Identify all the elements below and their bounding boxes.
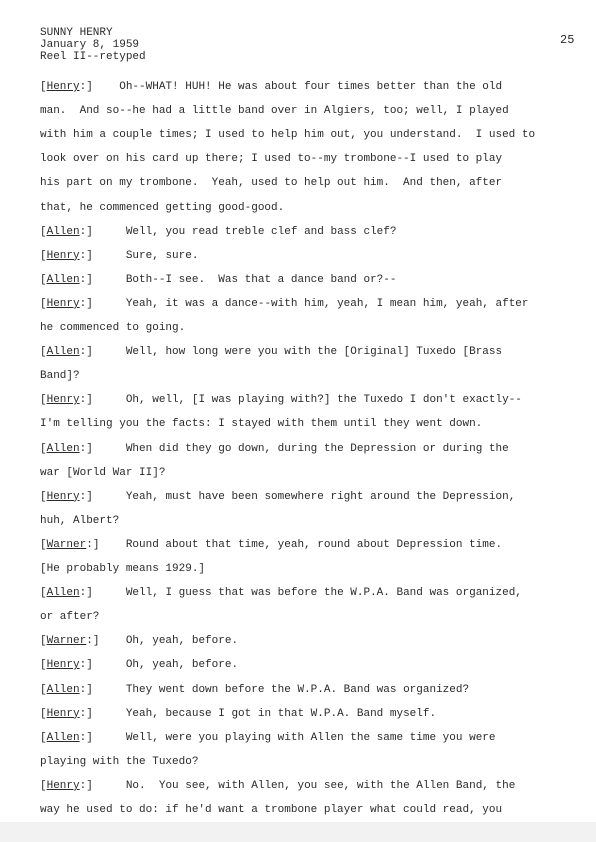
transcript-line (40, 176, 588, 190)
page-number: 25 (560, 33, 575, 47)
line-text: Both--I see. Was that a dance band or?-- (92, 273, 397, 286)
line-text: huh, Albert? (40, 514, 120, 527)
speaker-line (40, 297, 588, 311)
line-text: Well, how long were you with the [Original] Tuxedo [Brass (92, 346, 503, 359)
line-text: Well, were you playing with Allen the same time you were (92, 731, 496, 744)
speaker-line (40, 586, 588, 600)
line-text: with him a couple times; I used to help him out, you understand. I used to (40, 129, 536, 142)
bracket-open: [ (40, 587, 47, 600)
bracket-open: [ (40, 538, 47, 551)
line-text: his part on my trombone. Yeah, used to help out him. And then, after (40, 177, 503, 190)
speaker-line (40, 490, 588, 504)
speaker-line (40, 731, 588, 745)
speaker-label: Allen (46, 587, 80, 600)
speaker-label: Warner (46, 635, 87, 648)
bracket-open: [ (40, 779, 47, 792)
speaker-label: Warner (46, 538, 87, 551)
speaker-line (40, 393, 588, 407)
speaker-label: Allen (46, 731, 80, 744)
bracket-open: [ (40, 273, 47, 286)
bracket-close: :] (79, 297, 93, 310)
speaker-label: Allen (46, 346, 80, 359)
bracket-open: [ (40, 635, 47, 648)
bracket-close: :] (79, 659, 93, 672)
bracket-close: :] (79, 683, 93, 696)
speaker-label: Allen (46, 225, 80, 238)
bracket-open: [ (40, 731, 47, 744)
transcript-line (40, 369, 588, 383)
interviewee-name: SUNNY HENRY (40, 27, 113, 39)
bracket-close: :] (79, 249, 93, 262)
line-text: or after? (40, 611, 100, 624)
bracket-close: :] (86, 635, 100, 648)
line-text: Band]? (40, 370, 80, 383)
bracket-close: :] (79, 225, 93, 238)
transcript-line (40, 321, 588, 335)
speaker-line (40, 658, 588, 672)
transcript-line (40, 562, 588, 576)
bracket-open: [ (40, 490, 47, 503)
transcript-line (40, 128, 588, 142)
line-text: Oh, yeah, before. (92, 659, 239, 672)
speaker-line (40, 273, 588, 287)
speaker-label: Henry (46, 779, 80, 792)
speaker-line (40, 442, 588, 456)
line-text: Round about that time, yeah, round about Depression time. (99, 538, 503, 551)
transcript-line (40, 755, 588, 769)
bracket-open: [ (40, 346, 47, 359)
speaker-label: Allen (46, 273, 80, 286)
bracket-close: :] (79, 81, 93, 93)
line-text: playing with the Tuxedo? (40, 755, 199, 768)
speaker-line (40, 538, 588, 552)
line-text: Oh, well, [I was playing with?] the Tuxedo I don't exactly-- (92, 394, 522, 407)
line-text: Yeah, because I got in that W.P.A. Band myself. (92, 707, 437, 720)
bracket-open: [ (40, 707, 47, 720)
bracket-close: :] (86, 538, 100, 551)
transcript-line (40, 104, 588, 118)
transcript-line (40, 514, 588, 528)
speaker-line (40, 80, 588, 94)
line-text: No. You see, with Allen, you see, with the Allen Band, the (92, 779, 516, 792)
speaker-line (40, 225, 588, 239)
transcript-line (40, 417, 588, 431)
transcript-line (40, 803, 588, 817)
speaker-line (40, 779, 588, 793)
speaker-label: Henry (46, 81, 80, 93)
line-text: man. And so--he had a little band over in Algiers, too; well, I played (40, 105, 509, 118)
speaker-label: Allen (46, 442, 80, 455)
bracket-close: :] (79, 779, 93, 792)
line-text: Yeah, it was a dance--with him, yeah, I mean him, yeah, after (92, 297, 529, 310)
line-text: Oh, yeah, before. (99, 635, 239, 648)
bracket-close: :] (79, 587, 93, 600)
speaker-line (40, 707, 588, 721)
line-text: Well, I guess that was before the W.P.A. Band was organized, (92, 587, 522, 600)
bracket-open: [ (40, 297, 47, 310)
speaker-line (40, 249, 588, 263)
line-text: Well, you read treble clef and bass clef? (92, 225, 397, 238)
speaker-line (40, 345, 588, 359)
speaker-label: Henry (46, 394, 80, 407)
line-text: Oh--WHAT! HUH! He was about four times better than the old (92, 81, 503, 93)
speaker-label: Allen (46, 683, 80, 696)
interview-date: January 8, 1959 (40, 39, 140, 51)
transcript-line (40, 201, 588, 215)
bracket-close: :] (79, 731, 93, 744)
line-text: Yeah, must have been somewhere right around the Depression, (92, 490, 516, 503)
scan-edge (0, 822, 596, 842)
bracket-open: [ (40, 81, 47, 93)
bracket-open: [ (40, 249, 47, 262)
line-text: Sure, sure. (92, 249, 199, 262)
bracket-close: :] (79, 394, 93, 407)
bracket-open: [ (40, 442, 47, 455)
speaker-line (40, 683, 588, 697)
speaker-line (40, 634, 588, 648)
line-text: [He probably means 1929.] (40, 563, 206, 575)
line-text: he commenced to going. (40, 322, 186, 334)
transcript-line (40, 610, 588, 624)
bracket-close: :] (79, 490, 93, 503)
speaker-label: Henry (46, 297, 80, 310)
bracket-close: :] (79, 346, 93, 359)
bracket-open: [ (40, 659, 47, 672)
bracket-open: [ (40, 394, 47, 407)
reel-info: Reel II--retyped (40, 51, 146, 63)
bracket-open: [ (40, 683, 47, 696)
transcript-line (40, 152, 588, 166)
bracket-close: :] (79, 273, 93, 286)
line-text: that, he commenced getting good-good. (40, 201, 285, 214)
speaker-label: Henry (46, 249, 80, 262)
bracket-open: [ (40, 225, 47, 238)
line-text: way he used to do: if he'd want a trombone player what could read, you (40, 804, 503, 816)
bracket-close: :] (79, 707, 93, 720)
transcript-line (40, 466, 588, 480)
line-text: look over on his card up there; I used to--my trombone--I used to play (40, 153, 503, 166)
bracket-close: :] (79, 442, 93, 455)
line-text: I'm telling you the facts: I stayed with them until they went down. (40, 418, 483, 431)
speaker-label: Henry (46, 490, 80, 503)
line-text: When did they go down, during the Depression or during the (92, 442, 509, 455)
line-text: They went down before the W.P.A. Band was organized? (92, 683, 470, 696)
speaker-label: Henry (46, 659, 80, 672)
line-text: war [World War II]? (40, 466, 166, 479)
speaker-label: Henry (46, 707, 80, 720)
